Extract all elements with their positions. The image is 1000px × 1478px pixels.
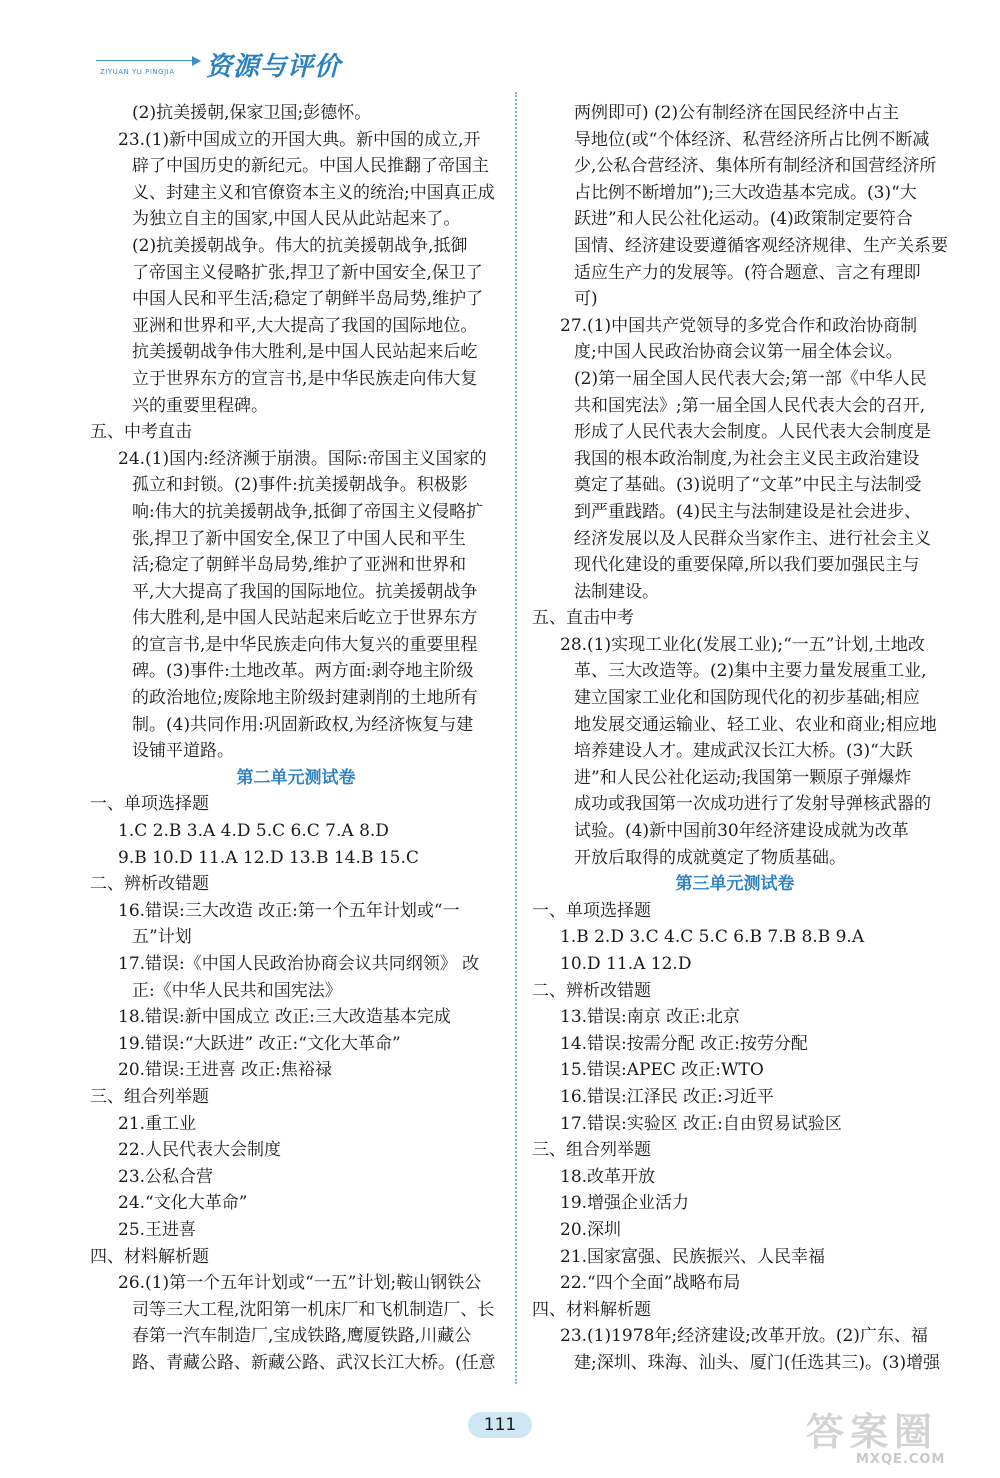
- text-line: 16.错误:三大改造 改正:第一个五年计划或“一: [118, 900, 460, 921]
- text-line: 22.人民代表大会制度: [118, 1140, 282, 1161]
- answer-row: 9.B 10.D 11.A 12.D 13.B 14.B 15.C: [118, 847, 419, 868]
- text-line: 平,大大提高了我国的国际地位。抗美援朝战争: [132, 581, 478, 602]
- text-line: 18.改革开放: [560, 1166, 656, 1187]
- answer-row: 1.C 2.B 3.A 4.D 5.C 6.C 7.A 8.D: [118, 821, 389, 842]
- text-line: 碑。(3)事件:土地改革。两方面:剥夺地主阶级: [132, 661, 474, 682]
- text-line: 培养建设人才。建成武汉长江大桥。(3)“大跃: [574, 741, 913, 762]
- text-line: 试验。(4)新中国前30年经济建设成就为改革: [574, 821, 909, 842]
- book-header: [88, 42, 348, 82]
- page-number: 111: [468, 1412, 532, 1438]
- text-line: 导地位(或“个体经济、私营经济所占比例不断减: [574, 129, 930, 150]
- text-line: 22.“四个全面”战略布局: [560, 1273, 741, 1294]
- text-line: 23.(1)新中国成立的开国大典。新中国的成立,开: [118, 129, 481, 150]
- text-line: 的政治地位;废除地主阶级封建剥削的土地所有: [132, 688, 478, 709]
- watermark-text: 答案圈: [806, 1410, 939, 1454]
- text-line: 兴的重要里程碑。: [132, 395, 268, 416]
- text-line: 义、封建主义和官僚资本主义的统治;中国真正成: [132, 182, 495, 203]
- section-heading: 四、材料解析题: [90, 1246, 209, 1267]
- text-line: 经济发展以及人民群众当家作主、进行社会主义: [574, 528, 931, 549]
- text-line: (2)第一届全国人民代表大会;第一部《中华人民: [574, 368, 927, 389]
- text-line: 14.错误:按需分配 改正:按劳分配: [560, 1033, 808, 1054]
- section-heading: 二、辨析改错题: [532, 980, 651, 1001]
- text-line: 26.(1)第一个五年计划或“一五”计划;鞍山钢铁公: [118, 1273, 482, 1294]
- text-line: 孤立和封锁。(2)事件:抗美援朝战争。积极影: [132, 475, 468, 496]
- header-title: 资源与评价: [206, 52, 342, 82]
- text-line: 共和国宪法》;第一届全国人民代表大会的召开,: [574, 395, 926, 416]
- text-line: 路、青藏公路、新藏公路、武汉长江大桥。(任意: [132, 1352, 496, 1373]
- watermark-logo: [806, 1412, 956, 1468]
- text-line: (2)抗美援朝,保家卫国;彭德怀。: [132, 103, 372, 123]
- text-line: 两例即可) (2)公有制经济在国民经济中占主: [574, 103, 900, 123]
- text-line: 适应生产力的发展等。(符合题意、言之有理即: [574, 262, 921, 283]
- left-column: [90, 100, 502, 1377]
- section-heading: 一、单项选择题: [532, 900, 651, 921]
- text-line: 度;中国人民政治协商会议第一届全体会议。: [574, 342, 903, 363]
- text-line: 国情、经济建设要遵循客观经济规律、生产关系要: [574, 235, 948, 256]
- text-line: 革、三大改造等。(2)集中主要力量发展重工业,: [574, 661, 927, 682]
- text-line: 活;稳定了朝鲜半岛局势,维护了亚洲和世界和: [132, 555, 467, 576]
- text-line: 24.(1)国内:经济濒于崩溃。国际:帝国主义国家的: [118, 448, 487, 469]
- text-line: 建立国家工业化和国防现代化的初步基础;相应: [574, 688, 920, 709]
- text-line: 奠定了基础。(3)说明了“文革”中民主与法制受: [574, 475, 922, 496]
- unit-title: 第三单元测试卷: [675, 874, 795, 895]
- right-column: [532, 100, 948, 1377]
- text-line: 成功或我国第一次成功进行了发射导弹核武器的: [574, 794, 931, 815]
- text-line: 占比例不断增加”);三大改造基本完成。(3)“大: [574, 182, 917, 203]
- text-line: 正:《中华人民共和国宪法》: [132, 980, 342, 1001]
- text-line: 响:伟大的抗美援朝战争,抵御了帝国主义侵略扩: [132, 501, 484, 522]
- text-line: 法制建设。: [574, 581, 659, 602]
- text-line: 15.错误:APEC 改正:WTO: [560, 1060, 764, 1081]
- text-line: 16.错误:江泽民 改正:习近平: [560, 1086, 774, 1107]
- text-line: 27.(1)中国共产党领导的多党合作和政治协商制: [560, 315, 918, 336]
- text-line: 17.错误:《中国人民政治协商会议共同纲领》 改: [118, 954, 480, 974]
- text-line: 辟了中国历史的新纪元。中国人民推翻了帝国主: [132, 156, 489, 177]
- section-heading: 四、材料解析题: [532, 1299, 651, 1320]
- text-line: 18.错误:新中国成立 改正:三大改造基本完成: [118, 1007, 451, 1028]
- text-line: 张,捍卫了新中国安全,保卫了中国人民和平生: [132, 528, 466, 549]
- text-line: (2)抗美援朝战争。伟大的抗美援朝战争,抵御: [132, 235, 468, 256]
- text-line: 19.增强企业活力: [560, 1193, 690, 1214]
- section-heading: 一、单项选择题: [90, 794, 209, 815]
- text-line: 了帝国主义侵略扩张,捍卫了新中国安全,保卫了: [132, 262, 483, 283]
- section-heading: 五、直击中考: [532, 608, 634, 629]
- text-line: 抗美援朝战争伟大胜利,是中国人民站起来后屹: [132, 342, 478, 363]
- text-line: 的宣言书,是中华民族走向伟大复兴的重要里程: [132, 634, 478, 655]
- text-line: 19.错误:“大跃进” 改正:“文化大革命”: [118, 1033, 401, 1054]
- text-line: 进”和人民公社化运动;我国第一颗原子弹爆炸: [574, 767, 912, 788]
- text-line: 24.“文化大革命”: [118, 1193, 248, 1214]
- text-line: 五”计划: [132, 927, 192, 948]
- text-line: 23.(1)1978年;经济建设;改革开放。(2)广东、福: [560, 1326, 928, 1347]
- text-line: 跃进”和人民公社化运动。(4)政策制定要符合: [574, 209, 913, 230]
- text-line: 20.错误:王进喜 改正:焦裕禄: [118, 1060, 332, 1081]
- text-line: 现代化建设的重要保障,所以我们要加强民主与: [574, 555, 920, 576]
- text-line: 到严重践踏。(4)民主与法制建设是社会进步、: [574, 501, 922, 522]
- text-line: 设铺平道路。: [132, 741, 234, 762]
- text-line: 司等三大工程,沈阳第一机床厂和飞机制造厂、长: [132, 1299, 495, 1320]
- text-line: 中国人民和平生活;稳定了朝鲜半岛局势,维护了: [132, 289, 484, 310]
- text-line: 地发展交通运输业、轻工业、农业和商业;相应地: [574, 714, 937, 735]
- text-line: 立于世界东方的宣言书,是中华民族走向伟大复: [132, 368, 478, 389]
- section-heading: 五、中考直击: [90, 422, 192, 443]
- header-line: [96, 60, 196, 61]
- text-line: 可): [574, 289, 598, 310]
- header-pinyin: ZIYUAN YU PINGJIA: [100, 68, 175, 76]
- section-heading: 三、组合列举题: [90, 1086, 209, 1107]
- text-line: 13.错误:南京 改正:北京: [560, 1007, 740, 1028]
- text-line: 开放后取得的成就奠定了物质基础。: [574, 847, 846, 868]
- text-line: 制。(4)共同作用:巩固新政权,为经济恢复与建: [132, 714, 474, 735]
- text-line: 伟大胜利,是中国人民站起来后屹立于世界东方: [132, 608, 478, 629]
- text-line: 春第一汽车制造厂,宝成铁路,鹰厦铁路,川藏公: [132, 1326, 472, 1347]
- text-line: 23.公私合营: [118, 1166, 214, 1187]
- arrow-icon: [192, 56, 201, 66]
- text-line: 21.重工业: [118, 1113, 197, 1134]
- text-line: 亚洲和世界和平,大大提高了我国的国际地位。: [132, 315, 478, 336]
- text-line: 20.深圳: [560, 1219, 622, 1240]
- text-line: 形成了人民代表大会制度。人民代表大会制度是: [574, 422, 931, 443]
- watermark-url: MXQE.COM: [856, 1452, 946, 1467]
- text-line: 少,公私合营经济、集体所有制经济和国营经济所: [574, 156, 937, 177]
- text-line: 为独立自主的国家,中国人民从此站起来了。: [132, 209, 461, 230]
- answer-row: 10.D 11.A 12.D: [560, 954, 692, 974]
- unit-title: 第二单元测试卷: [236, 767, 356, 788]
- text-line: 21.国家富强、民族振兴、人民幸福: [560, 1246, 826, 1267]
- section-heading: 三、组合列举题: [532, 1140, 651, 1161]
- column-divider: [515, 92, 517, 1384]
- text-line: 我国的根本政治制度,为社会主义民主政治建设: [574, 448, 920, 469]
- text-line: 17.错误:实验区 改正:自由贸易试验区: [560, 1113, 842, 1134]
- text-line: 28.(1)实现工业化(发展工业);“一五”计划,土地改: [560, 634, 925, 655]
- answer-row: 1.B 2.D 3.C 4.C 5.C 6.B 7.B 8.B 9.A: [560, 927, 865, 948]
- text-line: 建;深圳、珠海、汕头、厦门(任选其三)。(3)增强: [574, 1352, 941, 1373]
- section-heading: 二、辨析改错题: [90, 874, 209, 895]
- text-line: 25.王进喜: [118, 1219, 197, 1240]
